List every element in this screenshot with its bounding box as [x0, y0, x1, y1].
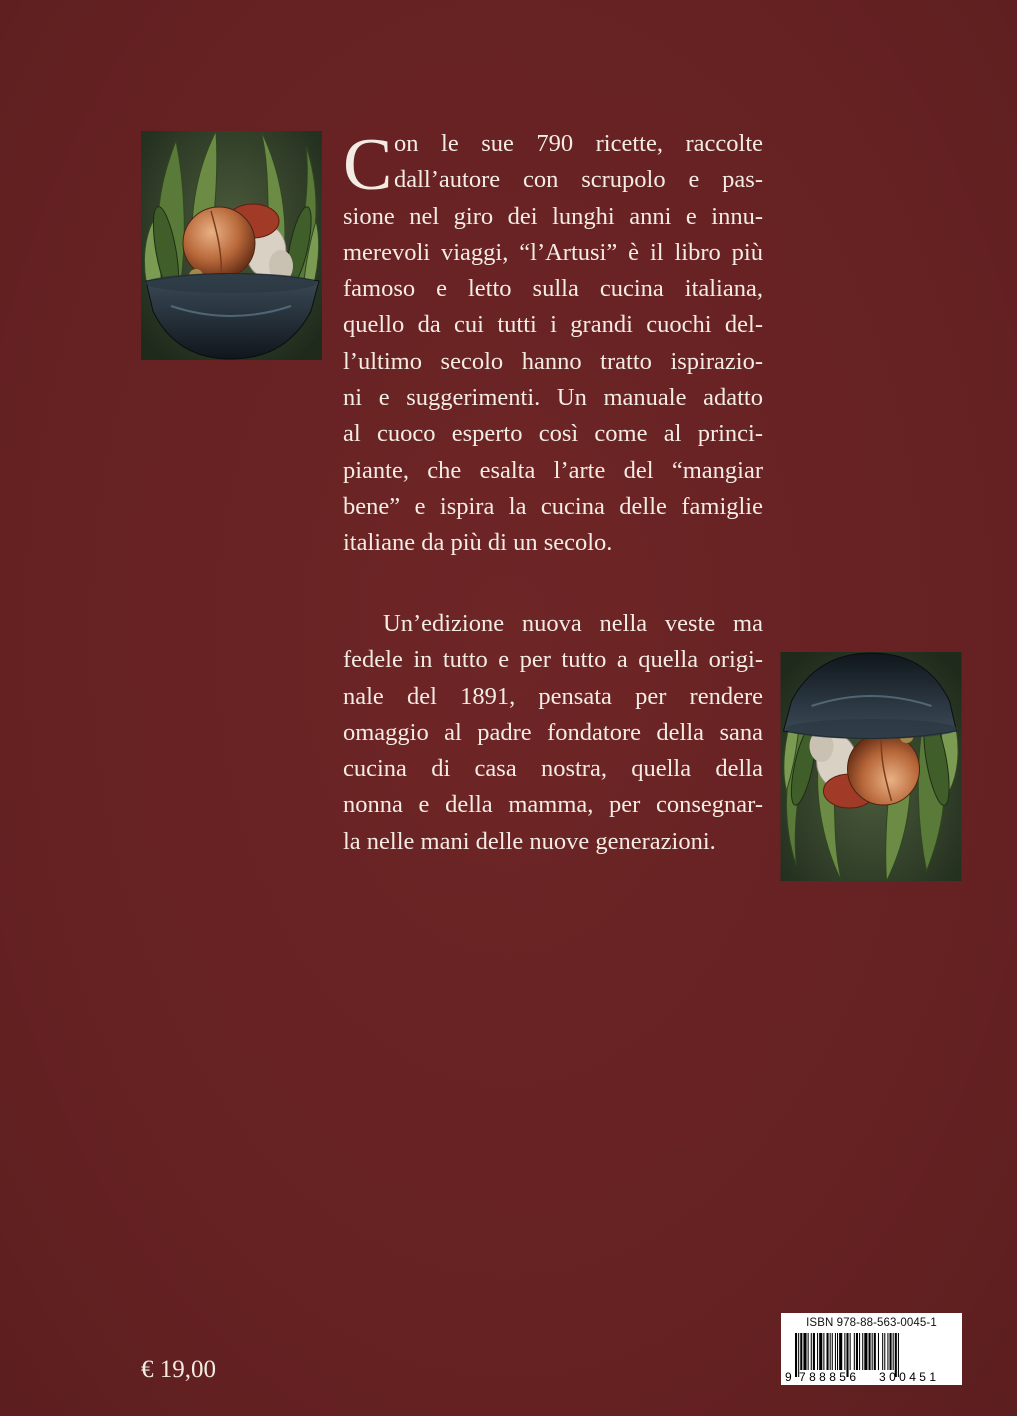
blurb-line: merevoli viaggi, “l’Artusi” è il libro più [343, 238, 763, 266]
blurb-paragraph-1 [343, 126, 763, 562]
barcode-bar [803, 1333, 806, 1370]
barcode-bar [837, 1333, 838, 1370]
price-label: € 19,00 [141, 1356, 216, 1383]
barcode-bar [817, 1333, 818, 1370]
blurb-line: bene” e ispira la cucina delle famiglie [343, 492, 763, 520]
blurb-line: omaggio al padre fondatore della sana [343, 718, 763, 746]
blurb-line: on le sue 790 ricette, raccolte [394, 130, 763, 157]
barcode-bar [835, 1333, 836, 1370]
barcode-bar [878, 1333, 879, 1370]
blurb-line: sione nel giro dei lunghi anni e innu- [343, 202, 763, 230]
barcode-bar [872, 1333, 873, 1370]
barcode-bar [823, 1333, 824, 1370]
barcode-bar [844, 1333, 845, 1370]
barcode-first-digit: 9 [785, 1370, 792, 1384]
blurb-line: italiane da più di un secolo. [343, 529, 613, 557]
barcode-bar [819, 1333, 822, 1370]
barcode-bar [811, 1333, 812, 1370]
painting-vegetable-bowl-image [141, 131, 322, 360]
barcode-bars [781, 1313, 962, 1385]
barcode-bar [813, 1333, 815, 1370]
blurb-paragraph-2 [343, 606, 763, 860]
barcode-bar [869, 1333, 871, 1370]
barcode-bar [862, 1333, 863, 1370]
blurb-line: nonna e della mamma, per consegnar- [343, 791, 763, 819]
barcode-right-digits: 300451 [879, 1370, 940, 1384]
barcode-bar [839, 1333, 842, 1370]
barcode-bar [884, 1333, 885, 1370]
isbn-number: ISBN 978-88-563-0045-1 [806, 1317, 937, 1329]
blurb-line: Un’edizione nuova nella veste ma [383, 610, 763, 637]
drop-cap-letter: C [343, 124, 393, 206]
blurb-line: cucina di casa nostra, quella della [343, 755, 763, 783]
barcode-bar [832, 1333, 833, 1370]
barcode-bar [882, 1333, 883, 1370]
blurb-line: dall’autore con scrupolo e pas- [394, 166, 763, 194]
blurb-line: fedele in tutto e per tutto a quella origi- [343, 646, 763, 674]
barcode-bar [800, 1333, 802, 1370]
barcode-bar [827, 1333, 829, 1370]
blurb-line: famoso e letto sulla cucina italiana, [343, 275, 763, 303]
barcode-bar [859, 1333, 860, 1370]
blurb-line: piante, che esalta l’arte del “mangiar [343, 456, 763, 484]
barcode-bar [887, 1333, 888, 1370]
painting-vegetable-face [780, 652, 962, 881]
blurb-line: nale del 1891, pensata per rendere [343, 682, 763, 710]
blurb-line: ni e suggerimenti. Un manuale adatto [343, 384, 763, 412]
barcode-bar [830, 1333, 831, 1370]
barcode-bar [808, 1333, 809, 1370]
blurb-line: al cuoco esperto così come al princi- [343, 420, 763, 448]
barcode-bar [795, 1333, 797, 1377]
barcode-bar [854, 1333, 855, 1370]
painting-vegetable-face-image [780, 652, 962, 881]
blurb-line: quello da cui tutti i grandi cuochi del- [343, 311, 763, 339]
barcode-bar [874, 1333, 876, 1370]
isbn-barcode [781, 1313, 962, 1385]
barcode-bar [864, 1333, 867, 1370]
blurb-line: l’ultimo secolo hanno tratto ispirazio- [343, 347, 763, 375]
blurb-line: la nelle mani delle nuove generazioni. [343, 827, 716, 855]
barcode-left-digits: 788856 [799, 1370, 860, 1384]
barcode-bar [890, 1333, 892, 1370]
painting-vegetable-bowl [141, 131, 322, 360]
barcode-bar [856, 1333, 858, 1370]
barcode-bar [893, 1333, 894, 1370]
barcode-bar [850, 1333, 851, 1370]
